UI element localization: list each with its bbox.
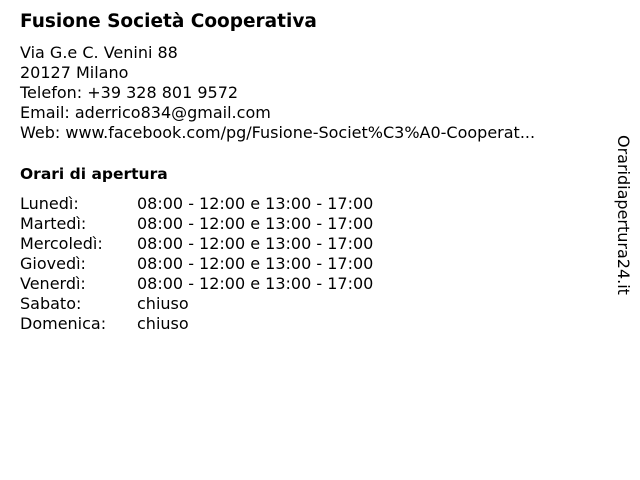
opening-hours-heading: Orari di apertura — [20, 165, 168, 183]
day-hours: 08:00 - 12:00 e 13:00 - 17:00 — [137, 194, 374, 213]
day-label: Venerdì: — [20, 274, 86, 293]
phone-number[interactable]: Telefon: +39 328 801 9572 — [20, 83, 239, 102]
contact-info — [20, 43, 535, 143]
day-label: Mercoledì: — [20, 234, 103, 253]
day-hours: 08:00 - 12:00 e 13:00 - 17:00 — [137, 274, 374, 293]
day-label: Giovedì: — [20, 254, 86, 273]
site-watermark-text: Oraridiapertura24.it — [614, 135, 633, 295]
website-link[interactable]: Web: www.facebook.com/pg/Fusione-Societ%C3%A0-Cooperat... — [20, 123, 536, 142]
day-hours: chiuso — [137, 314, 189, 333]
day-hours: chiuso — [137, 294, 189, 313]
day-hours: 08:00 - 12:00 e 13:00 - 17:00 — [137, 234, 374, 253]
day-label: Martedì: — [20, 214, 87, 233]
day-label: Sabato: — [20, 294, 82, 313]
business-name: Fusione Società Cooperativa — [20, 11, 317, 32]
city-postcode: 20127 Milano — [20, 63, 129, 82]
day-hours: 08:00 - 12:00 e 13:00 - 17:00 — [137, 214, 374, 233]
day-label: Domenica: — [20, 314, 107, 333]
day-hours: 08:00 - 12:00 e 13:00 - 17:00 — [137, 254, 374, 273]
email-address[interactable]: Email: aderrico834@gmail.com — [20, 103, 271, 122]
street-address: Via G.e C. Venini 88 — [20, 43, 178, 62]
day-label: Lunedì: — [20, 194, 79, 213]
site-watermark — [613, 135, 633, 315]
